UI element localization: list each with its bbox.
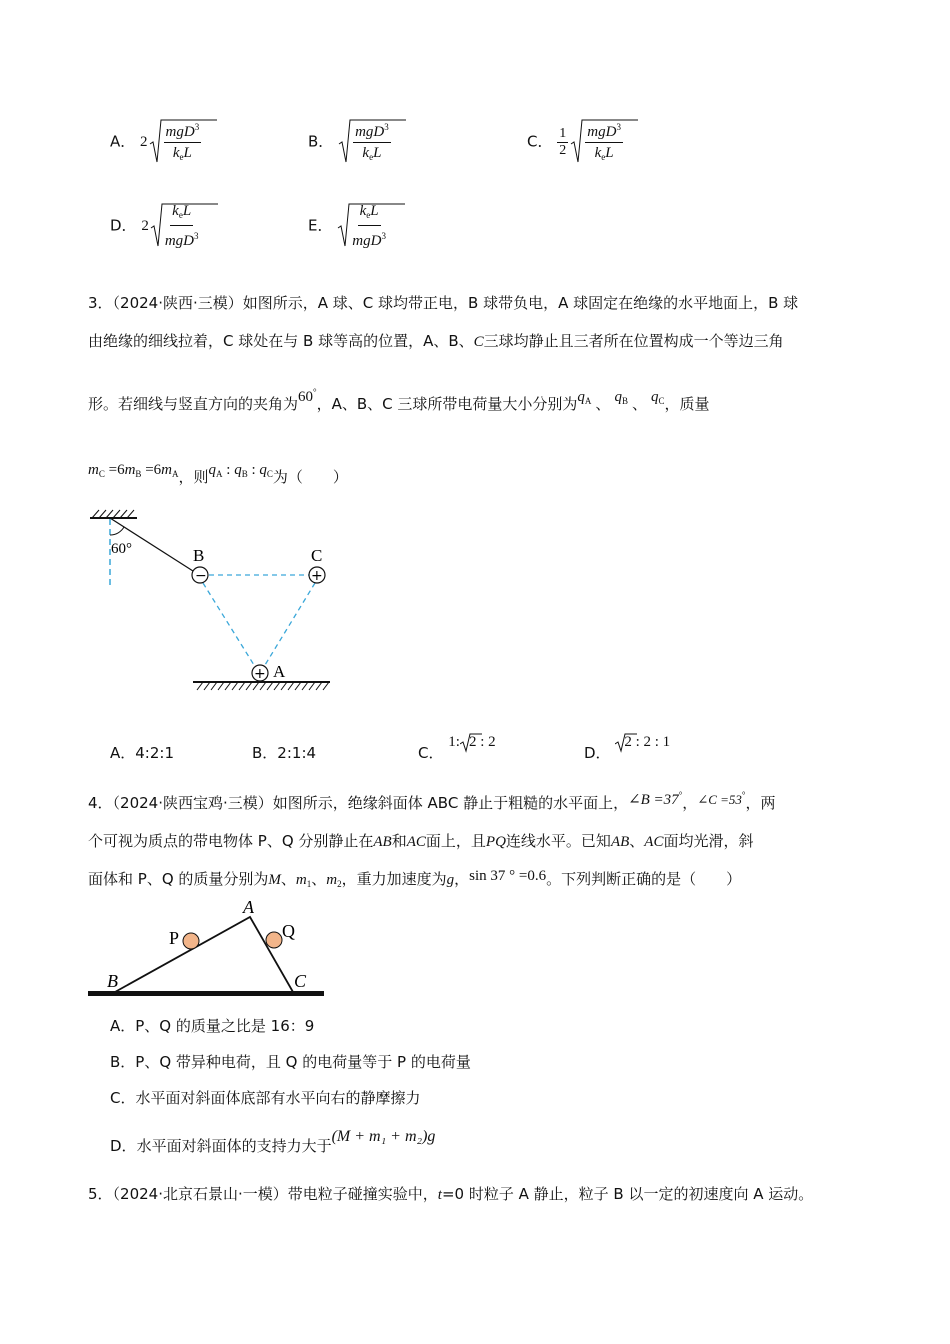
object-q: [266, 932, 282, 948]
label-q: Q: [282, 921, 295, 941]
q3-option-a: A．4:2:1: [110, 744, 175, 762]
q4-figure: [85, 895, 330, 1000]
label-c: C: [311, 546, 323, 565]
sqrt-expression: 1 2 $\frac{mgD^3}{k_eL}$: [557, 118, 626, 166]
q4-line-3: 面体和 P、Q 的质量分别为M、$m_1$、$m_2$，重力加速度为g，sin 37 ° =0.6。下列判断正确的是（ ）: [88, 868, 742, 889]
option-key: A．: [110, 132, 136, 151]
q4-line-2: 个可视为质点的带电物体 P、Q 分别静止在AB和AC面上，且PQ连线水平。已知AB、AC面均光滑，斜: [88, 832, 754, 850]
q3-line-1: 3．（2024·陕西·三模）如图所示，A 球、C 球均带正电，B 球带负电，A 球固定在绝缘的水平地面上，B 球: [88, 294, 799, 312]
q2-option-a: [110, 118, 204, 166]
q3-line-2: 由绝缘的细线拉着，C 球处在与 B 球等高的位置，A、B、C三球均静止且三者所在位置构成一个等边三角: [88, 332, 784, 350]
label-p: P: [169, 928, 180, 948]
svg-text:−: −: [195, 568, 207, 584]
sqrt-expression: 2 $\frac{k_eL}{mgD^3}$: [141, 202, 201, 250]
option-key: E．: [308, 216, 333, 235]
equilateral-triangle: [203, 575, 315, 665]
option-key: C．: [527, 132, 553, 151]
ratio-expression: $q_A$ : $q_B$ : $q_C$: [208, 462, 273, 479]
q2-option-d: [110, 202, 202, 250]
q4-option-d: D．水平面对斜面体的支持力大于(M + m₁ + m₂)g: [110, 1128, 436, 1155]
q3-option-c: C． 1: 2 : 2: [418, 734, 496, 762]
sqrt-expression: 2 $\frac{mgD^3}{k_eL}$: [140, 118, 204, 166]
q3-figure: [85, 505, 345, 695]
option-key: B．: [308, 132, 334, 151]
q3-option-d: D． 2 : 2 : 1: [584, 734, 671, 762]
q2-option-c: [527, 118, 626, 166]
angle-label: 60°: [111, 541, 132, 557]
mass-equation: $m_C =6m_B =6m_A$: [88, 462, 179, 479]
q3-line-3: 形。若细线与竖直方向的夹角为60°，A、B、C 三球所带电荷量大小分别为$q_A$ 、 $q_B$ 、 $q_C$，质量: [88, 387, 710, 413]
q2-option-e: [308, 202, 389, 250]
q5-line-1: 5．（2024·北京石景山·一模）带电粒子碰撞实验中，t=0 时粒子 A 静止，粒子 B 以一定的初速度向 A 运动。: [88, 1185, 814, 1203]
incline-triangle: [115, 917, 293, 992]
sqrt-expression: $\frac{mgD^3}{k_eL}$: [338, 118, 394, 166]
sqrt-expression: $\frac{k_eL}{mgD^3}$: [337, 202, 389, 250]
q4-option-b: B．P、Q 带异种电荷，且 Q 的电荷量等于 P 的电荷量: [110, 1053, 471, 1071]
q3-option-b: B．2:1:4: [252, 744, 317, 762]
q3-line-4: $m_C =6m_B =6m_A$，则$q_A$ : $q_B$ : $q_C$为（ ）: [88, 462, 348, 486]
q4-option-c: C．水平面对斜面体底部有水平向右的静摩擦力: [110, 1089, 421, 1107]
q4-option-a: A．P、Q 的质量之比是 16：9: [110, 1017, 315, 1035]
object-p: [183, 933, 199, 949]
label-c: C: [294, 971, 307, 991]
coefficient: 2: [140, 133, 148, 150]
svg-text:+: +: [311, 568, 323, 584]
ground: [88, 991, 324, 996]
option-key: D．: [110, 216, 137, 235]
label-a: A: [273, 662, 286, 681]
svg-text:+: +: [254, 666, 266, 682]
q2-option-b: [308, 118, 394, 166]
label-b: B: [107, 971, 118, 991]
q4-line-1: 4．（2024·陕西宝鸡·三模）如图所示，绝缘斜面体 ABC 静止于粗糙的水平面上，∠B =37°，∠C =53°，两: [88, 790, 776, 812]
label-a: A: [243, 897, 254, 917]
label-b: B: [193, 546, 205, 565]
